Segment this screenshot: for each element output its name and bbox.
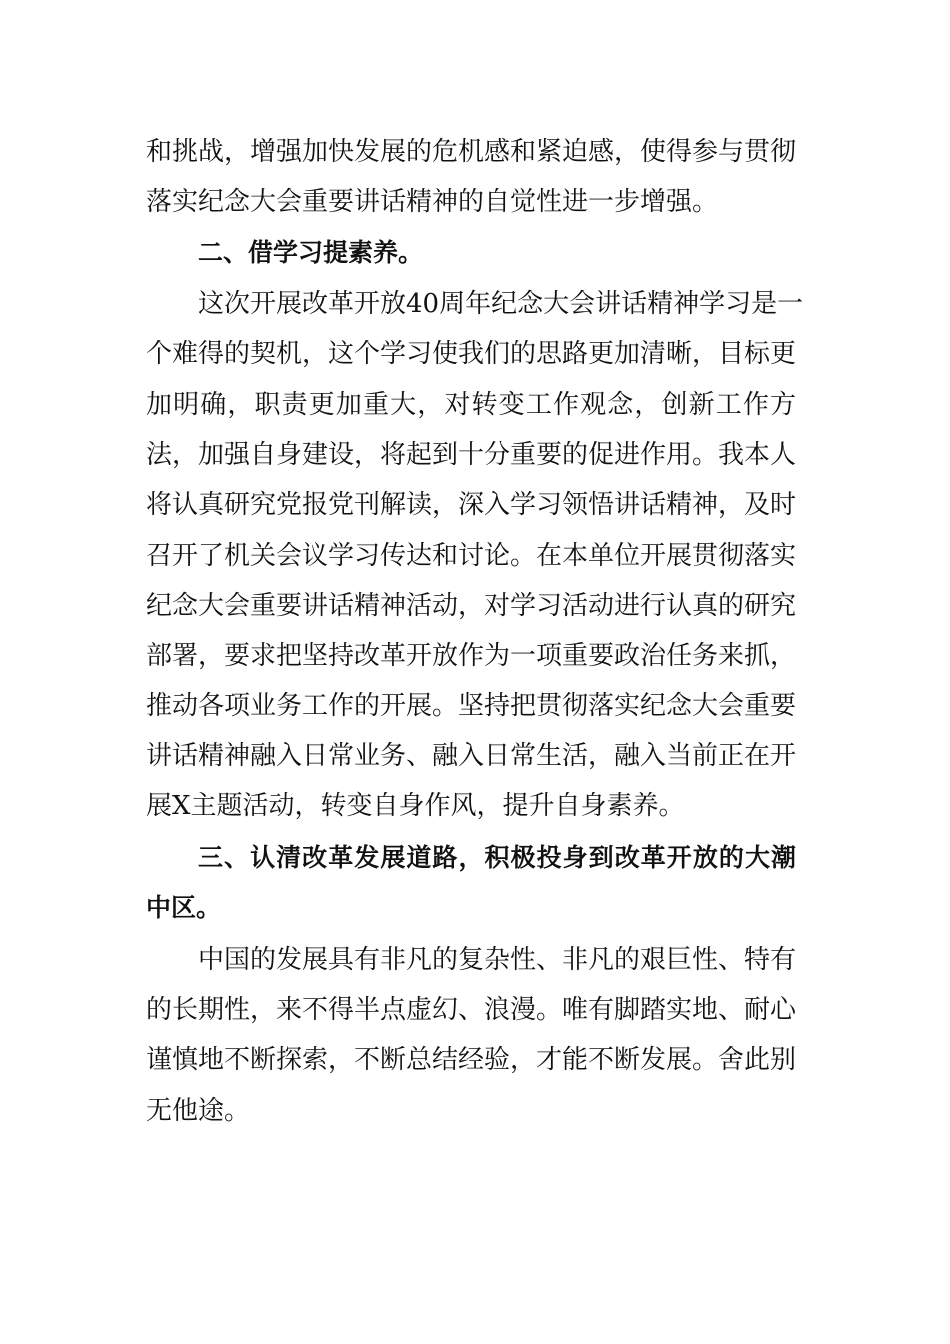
paragraph-line: 个难得的契机，这个学习使我们的思路更加清晰，目标更 [146,339,797,369]
paragraph-line: 加明确，职责更加重大，对转变工作观念，创新工作方 [146,390,796,420]
paragraph-line: 谨慎地不断探索，不断总结经验，才能不断发展。舍此别 [146,1045,797,1075]
paragraph-line: 纪念大会重要讲话精神活动，对学习活动进行认真的研究 [146,591,797,621]
paragraph-line: 讲话精神融入日常业务、融入日常生活，融入当前正在开 [146,741,797,771]
paragraph-line: 中国的发展具有非凡的复杂性、非凡的艰巨性、特有 [198,945,797,975]
section-heading-3: 三、认清改革发展道路，积极投身到改革开放的大潮 [198,843,796,872]
paragraph-line: 和挑战，增强加快发展的危机感和紧迫感，使得参与贯彻 [146,137,797,167]
paragraph-line: 法，加强自身建设，将起到十分重要的促进作用。我本人 [146,440,797,470]
paragraph-line: 展X主题活动，转变自身作风，提升自身素养。 [146,791,685,821]
paragraph-line: 这次开展改革开放40周年纪念大会讲话精神学习是一 [198,289,804,319]
paragraph-line: 将认真研究党报党刊解读，深入学习领悟讲话精神，及时 [146,490,797,520]
section-heading-2: 二、借学习提素养。 [198,238,424,267]
paragraph-line: 无他途。 [146,1096,251,1126]
paragraph-line: 召开了机关会议学习传达和讨论。在本单位开展贯彻落实 [146,541,797,571]
section-heading-3: 中区。 [146,893,222,922]
paragraph-line: 落实纪念大会重要讲话精神的自觉性进一步增强。 [146,187,719,217]
paragraph-line: 的长期性，来不得半点虚幻、浪漫。唯有脚踏实地、耐心 [146,995,797,1025]
paragraph-line: 推动各项业务工作的开展。坚持把贯彻落实纪念大会重要 [146,691,797,721]
paragraph-line: 部署，要求把坚持改革开放作为一项重要政治任务来抓， [146,641,797,671]
